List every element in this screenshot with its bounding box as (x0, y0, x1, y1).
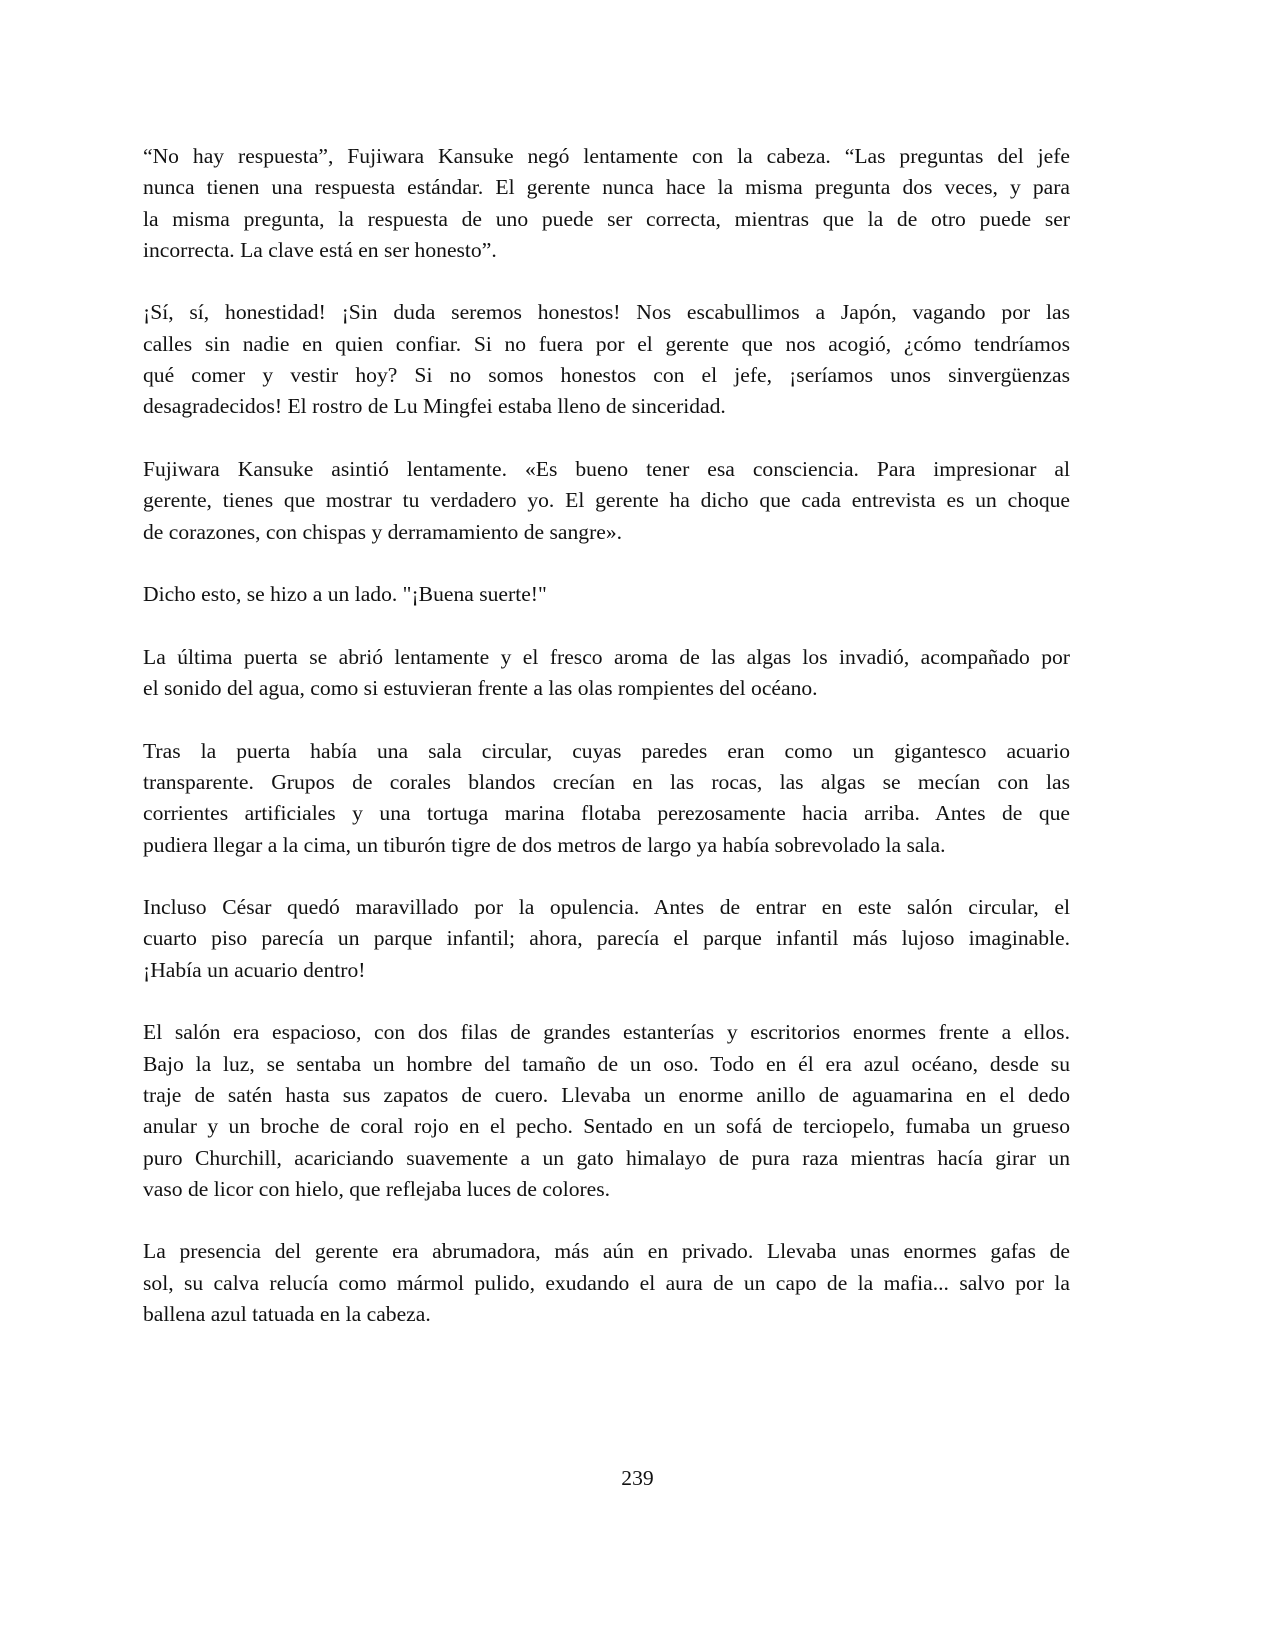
text-line: desagradecidos! El rostro de Lu Mingfei estaba lleno de sinceridad. (143, 394, 726, 419)
paragraph (143, 1236, 1070, 1330)
paragraph (143, 892, 1070, 986)
text-line: ¡Sí, sí, honestidad! ¡Sin duda seremos honestos! Nos escabullimos a Japón, vagando por las (143, 300, 1070, 325)
text-line: transparente. Grupos de corales blandos crecían en las rocas, las algas se mecían con las (143, 769, 1070, 794)
text-line: Incluso César quedó maravillado por la opulencia. Antes de entrar en este salón circular, el (143, 895, 1070, 920)
text-line: Dicho esto, se hizo a un lado. "¡Buena suerte!" (143, 582, 547, 607)
text-line: sol, su calva relucía como mármol pulido, exudando el aura de un capo de la mafia... salvo por la (143, 1270, 1070, 1295)
text-line: incorrecta. La clave está en ser honesto”. (143, 237, 497, 262)
text-line: Bajo la luz, se sentaba un hombre del tamaño de un oso. Todo en él era azul océano, desde su (143, 1051, 1070, 1076)
text-line: puro Churchill, acariciando suavemente a un gato himalayo de pura raza mientras hacía girar un (143, 1145, 1070, 1170)
text-line: El salón era espacioso, con dos filas de grandes estanterías y escritorios enormes frente a ellos. (143, 1020, 1070, 1045)
text-line: el sonido del agua, como si estuvieran frente a las olas rompientes del océano. (143, 676, 818, 701)
text-line: Fujiwara Kansuke asintió lentamente. «Es bueno tener esa consciencia. Para impresionar al (143, 456, 1070, 481)
text-line: Tras la puerta había una sala circular, cuyas paredes eran como un gigantesco acuario (143, 738, 1070, 763)
text-line: La presencia del gerente era abrumadora, más aún en privado. Llevaba unas enormes gafas de (143, 1239, 1070, 1264)
paragraph (143, 736, 1070, 861)
paragraph (143, 642, 1070, 705)
text-line: “No hay respuesta”, Fujiwara Kansuke negó lentamente con la cabeza. “Las preguntas del jefe (143, 144, 1070, 168)
text-line: de corazones, con chispas y derramamiento de sangre». (143, 519, 623, 544)
paragraph (143, 297, 1070, 422)
paragraph (143, 454, 1070, 548)
text-line: pudiera llegar a la cima, un tiburón tigre de dos metros de largo ya había sobrevolado la sala. (143, 832, 946, 857)
text-line: traje de satén hasta sus zapatos de cuero. Llevaba un enorme anillo de aguamarina en el dedo (143, 1082, 1070, 1107)
paragraph (143, 141, 1070, 266)
paragraph (143, 579, 1070, 610)
text-line: ¡Había un acuario dentro! (143, 957, 366, 982)
text-line: vaso de licor con hielo, que reflejaba luces de colores. (143, 1176, 611, 1201)
text-line: La última puerta se abrió lentamente y el fresco aroma de las algas los invadió, acompañado por (143, 644, 1070, 669)
text-line: gerente, tienes que mostrar tu verdadero yo. El gerente ha dicho que cada entrevista es un choque (143, 488, 1070, 513)
document-body (143, 141, 1070, 1362)
text-line: qué comer y vestir hoy? Si no somos honestos con el jefe, ¡seríamos unos sinvergüenzas (143, 363, 1070, 388)
text-line: nunca tienen una respuesta estándar. El gerente nunca hace la misma pregunta dos veces, y para (143, 175, 1070, 200)
text-line: cuarto piso parecía un parque infantil; ahora, parecía el parque infantil más lujoso imaginable. (143, 926, 1070, 951)
paragraph (143, 1017, 1070, 1205)
text-line: corrientes artificiales y una tortuga marina flotaba perezosamente hacia arriba. Antes de que (143, 801, 1070, 826)
text-line: ballena azul tatuada en la cabeza. (143, 1301, 431, 1326)
text-line: calles sin nadie en quien confiar. Si no fuera por el gerente que nos acogió, ¿cómo tendríamos (143, 331, 1070, 356)
text-line: la misma pregunta, la respuesta de uno puede ser correcta, mientras que la de otro puede ser (143, 206, 1070, 231)
text-line: anular y un broche de coral rojo en el pecho. Sentado en un sofá de terciopelo, fumaba un grueso (143, 1114, 1070, 1139)
page-number: 239 (621, 1466, 654, 1490)
